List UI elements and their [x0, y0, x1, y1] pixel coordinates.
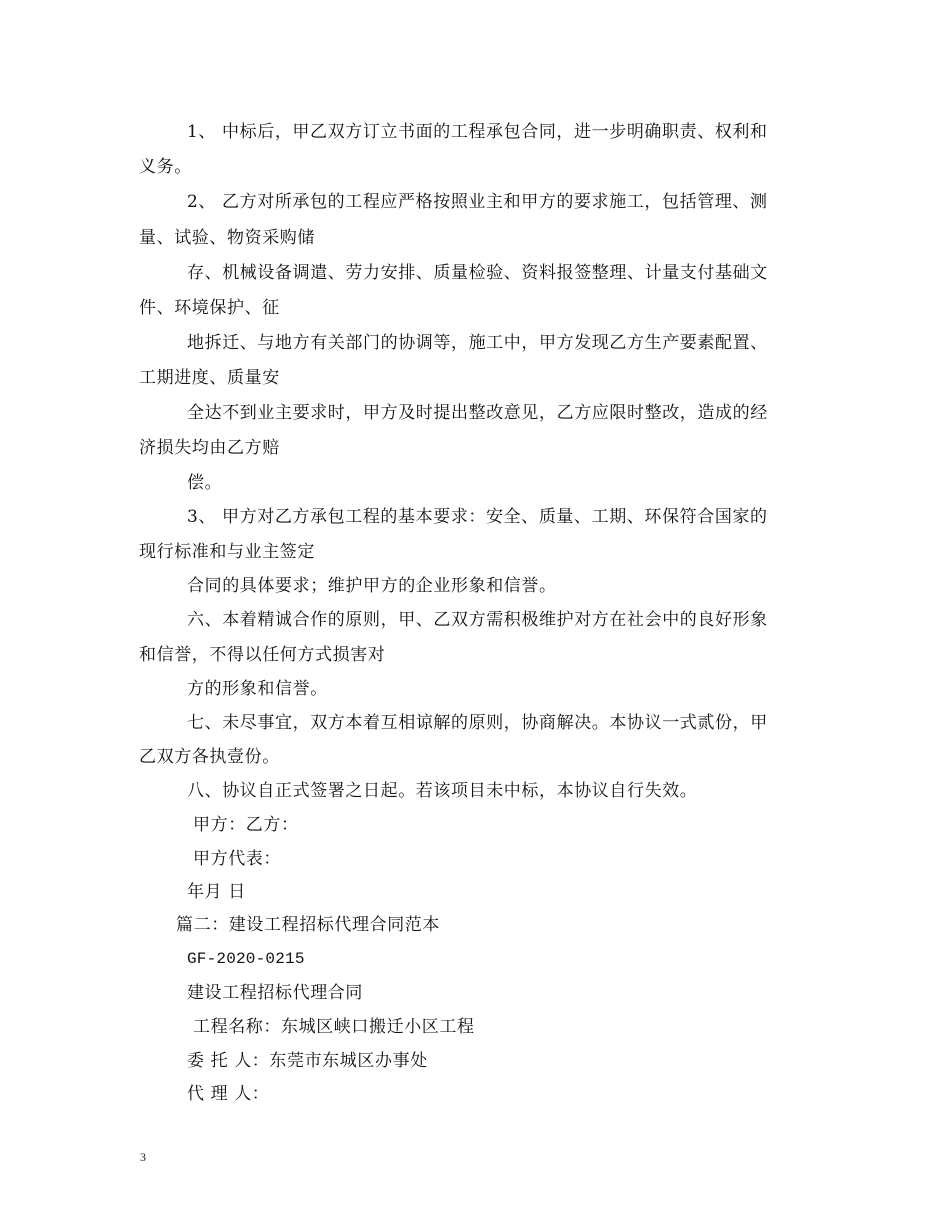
- text-line: 方的形象和信誉。: [187, 679, 328, 699]
- contract-code: GF-2020-0215: [187, 950, 305, 968]
- section-heading: 篇二：建设工程招标代理合同范本: [176, 915, 440, 935]
- text-line: 合同的具体要求；维护甲方的企业形象和信誉。: [187, 576, 557, 596]
- text-line: 济损失均由乙方赔: [139, 438, 280, 458]
- page-number: 3: [140, 1150, 146, 1164]
- date-line: 年月 日: [187, 882, 246, 902]
- text-line: 工期进度、质量安: [139, 368, 280, 388]
- signature-party-line: 甲方：乙方：: [193, 815, 299, 835]
- text-line: 七、未尽事宜，双方本着互相谅解的原则，协商解决。本协议一式贰份，甲: [187, 713, 768, 733]
- text-line: 义务。: [139, 157, 192, 177]
- text-line: 量、试验、物资采购储: [139, 228, 315, 248]
- text-line: 现行标准和与业主签定: [139, 542, 315, 562]
- text-line: 偿。: [187, 473, 223, 493]
- text-line: 乙双方各执壹份。: [139, 747, 280, 767]
- client-line: 委 托 人：东莞市东城区办事处: [187, 1051, 428, 1071]
- text-line: 1、 中标后，甲乙双方订立书面的工程承包合同，进一步明确职责、权利和: [187, 122, 768, 142]
- text-line: 六、本着精诚合作的原则，甲、乙双方需积极维护对方在社会中的良好形象: [187, 610, 768, 630]
- text-line: 八、协议自正式签署之日起。若该项目未中标，本协议自行失效。: [187, 781, 698, 801]
- agent-line: 代 理 人：: [187, 1084, 270, 1104]
- contract-title: 建设工程招标代理合同: [187, 983, 363, 1003]
- text-line: 件、环境保护、征: [139, 298, 280, 318]
- text-line: 和信誉，不得以任何方式损害对: [139, 645, 386, 665]
- text-line: 2、 乙方对所承包的工程应严格按照业主和甲方的要求施工，包括管理、测: [187, 192, 768, 212]
- text-line: 3、 甲方对乙方承包工程的基本要求：安全、质量、工期、环保符合国家的: [187, 507, 768, 527]
- text-line: 地拆迁、与地方有关部门的协调等，施工中，甲方发现乙方生产要素配置、: [187, 333, 768, 353]
- text-line: 存、机械设备调遣、劳力安排、质量检验、资料报签整理、计量支付基础文: [187, 263, 768, 283]
- project-name-line: 工程名称：东城区峡口搬迁小区工程: [193, 1017, 475, 1037]
- signature-representative-line: 甲方代表：: [193, 849, 281, 869]
- text-line: 全达不到业主要求时，甲方及时提出整改意见，乙方应限时整改，造成的经: [187, 403, 768, 423]
